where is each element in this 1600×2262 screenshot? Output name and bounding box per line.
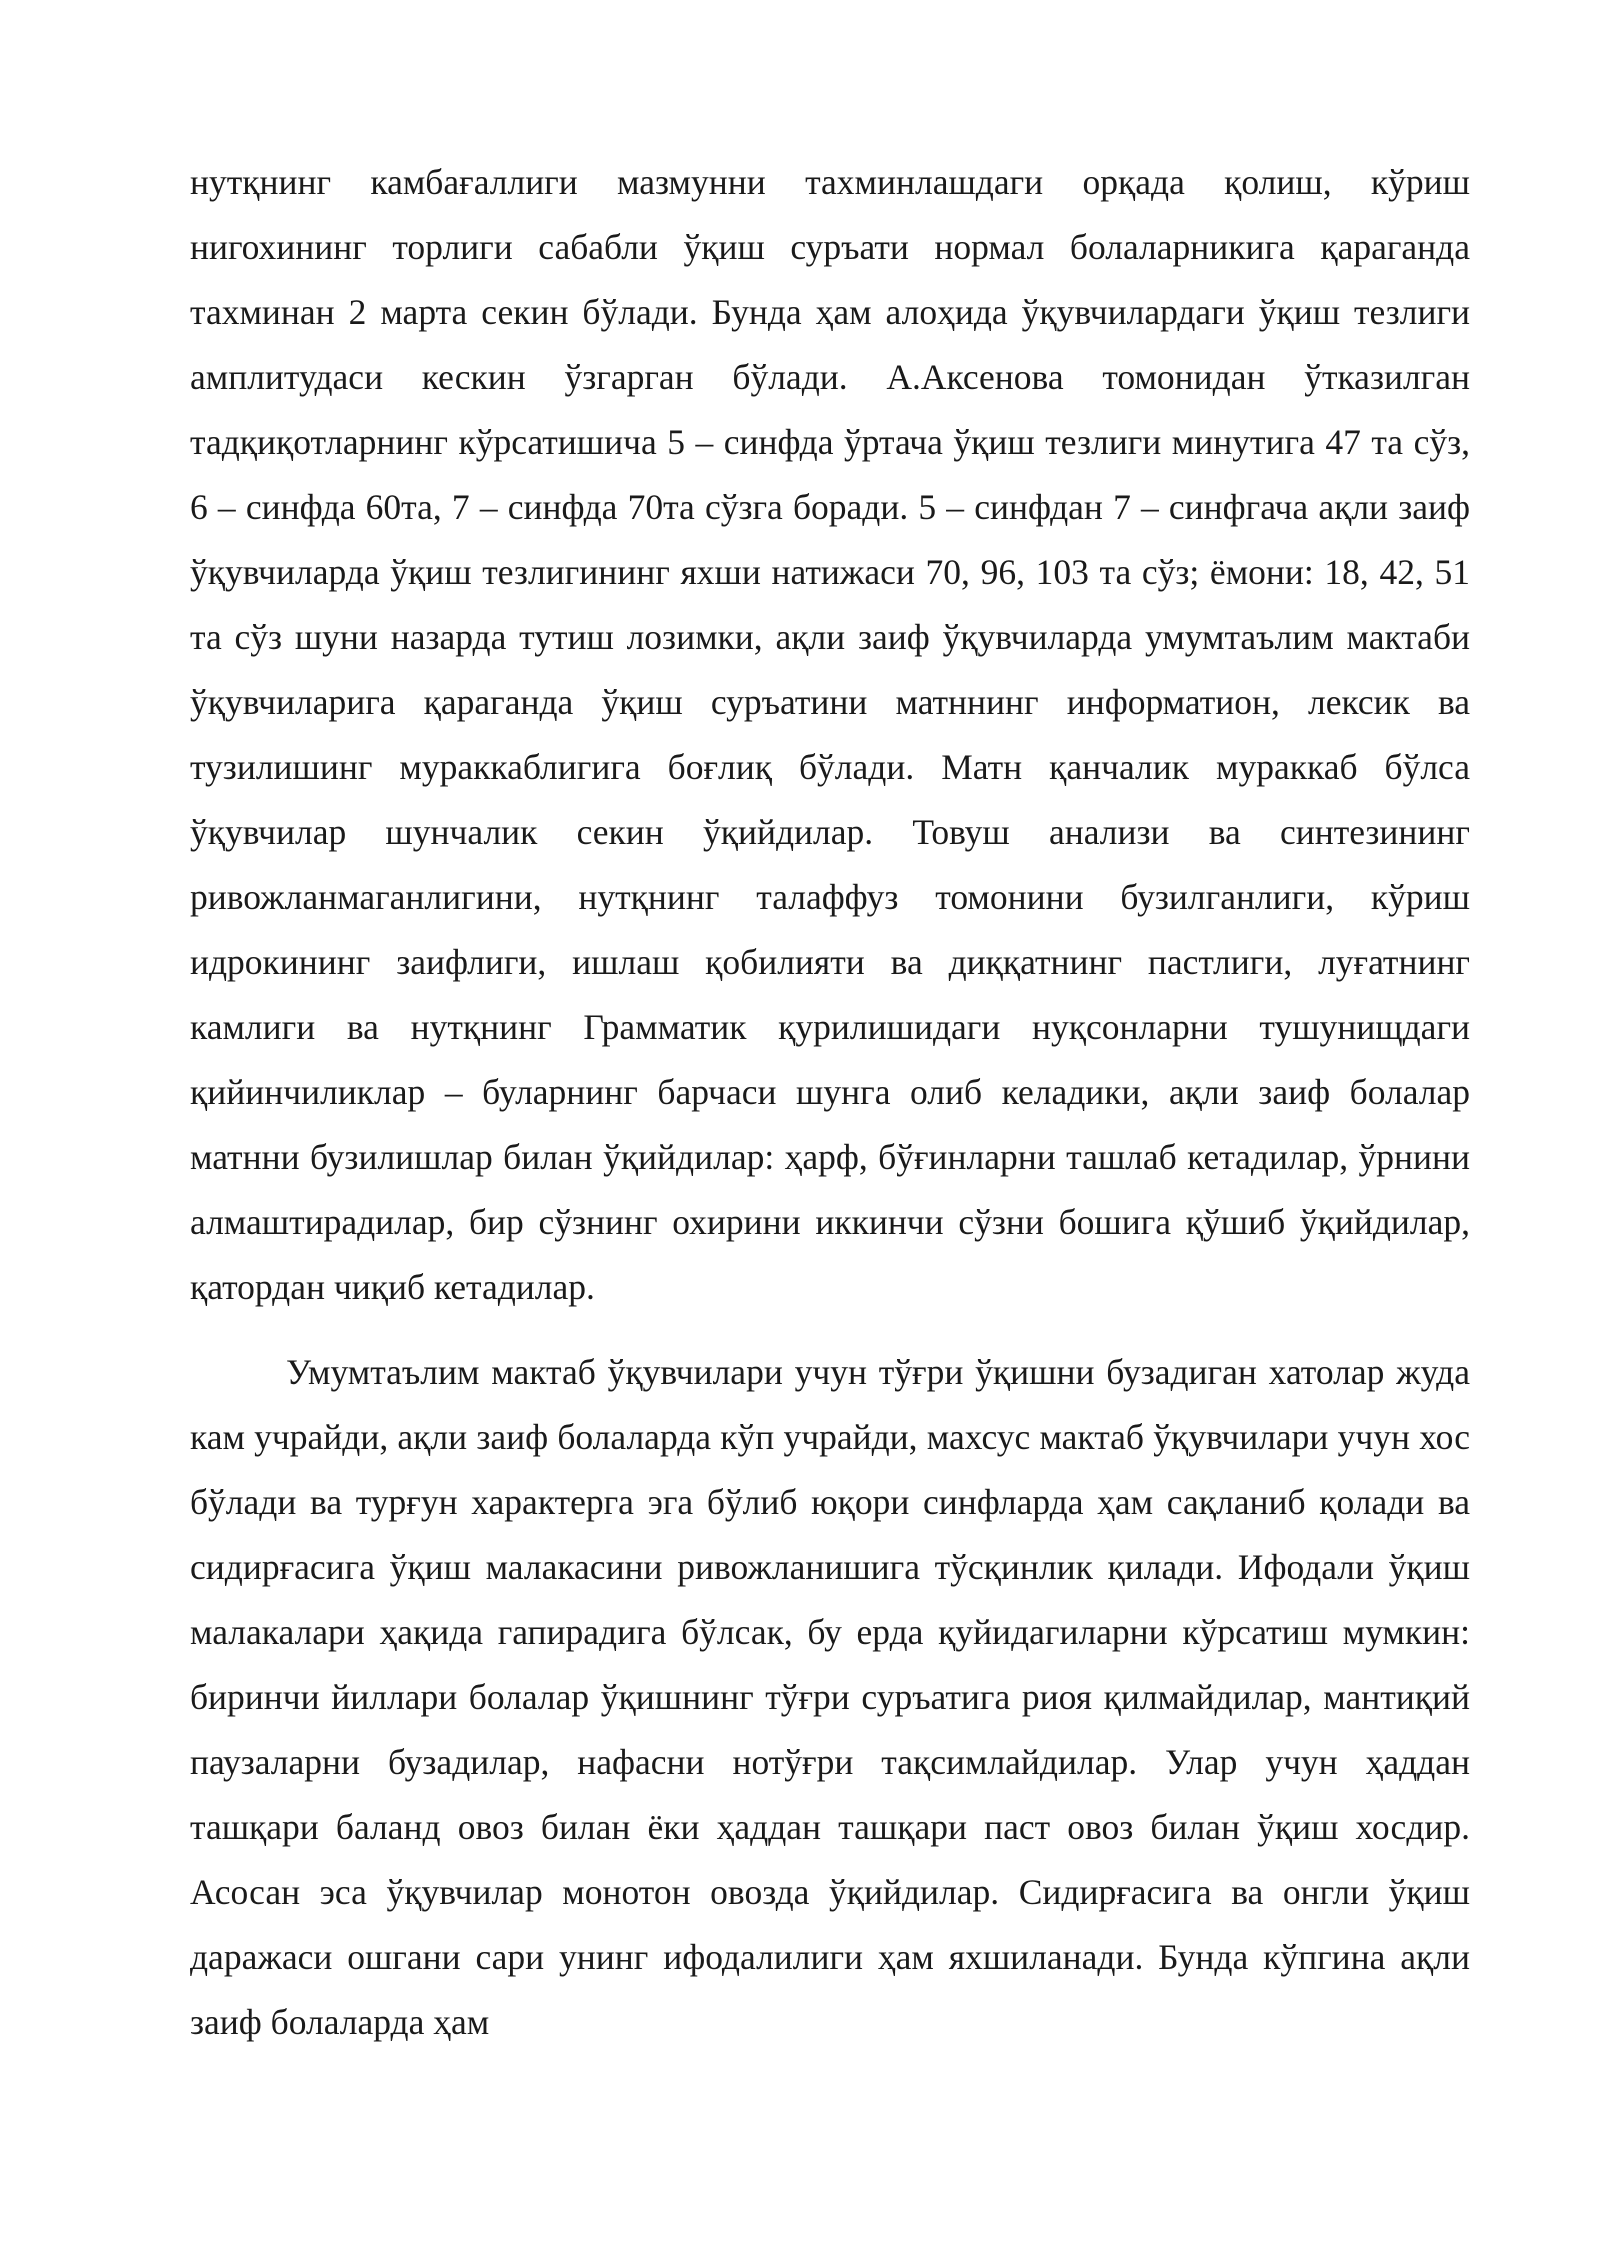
paragraph-1: нутқнинг камбағаллиги мазмунни тахминлашдаги орқада қолиш, кўриш нигохининг торлиги сабабли ўқиш суръати нормал болаларникига қараганда тахминан 2 марта секин бўлади. Бунда ҳам алоҳида ўқувчилардаги ўқиш тезлиги амплитудаси кескин ўзгарган бўлади. А.Аксенова томонидан ўтказилган тадқиқотларнинг кўрсатишича 5 – синфда ўртача ўқиш тезлиги минутига 47 та сўз, 6 – синфда 60та, 7 – синфда 70та сўзга боради. 5 – синфдан 7 – синфгача ақли заиф ўқувчиларда ўқиш тезлигининг яхши натижаси 70, 96, 103 та сўз; ёмони: 18, 42, 51 та сўз шуни назарда тутиш лозимки, ақли заиф ўқувчиларда умумтаълим мактаби ўқувчиларига қараганда ўқиш суръатини матннинг информатион, лексик ва тузилишинг мураккаблигига боғлиқ бўлади. Матн қанчалик мураккаб бўлса ўқувчилар шунчалик секин ўқийдилар. Товуш анализи ва синтезининг ривожланмаганлигини, нутқнинг талаффуз томонини бузилганлиги, кўриш идрокининг заифлиги, ишлаш қобилияти ва диққатнинг пастлиги, луғатнинг камлиги ва нутқнинг Грамматик қурилишидаги нуқсонларни тушунищдаги қийинчиликлар – буларнинг барчаси шунга олиб келадики, ақли заиф болалар матнни бузилишлар билан ўқийдилар: ҳарф, бўғинларни ташлаб кетадилар, ўрнини алмаштирадилар, бир сўзнинг охирини иккинчи сўзни бошига қўшиб ўқийдилар, қатордан чиқиб кетадилар. xyxy=(190,162,1470,1307)
body-text xyxy=(190,150,1470,2055)
paragraph-2: Умумтаълим мактаб ўқувчилари учун тўғри ўқишни бузадиган хатолар жуда кам учрайди, ақли заиф болаларда кўп учрайди, махсус мактаб ўқувчилари учун хос бўлади ва турғун характерга эга бўлиб юқори синфларда ҳам сақланиб қолади ва сидирғасига ўқиш малакасини ривожланишига тўсқинлик қилади. Ифодали ўқиш малакалари ҳақида гапирадига бўлсак, бу ерда қуйидагиларни кўрсатиш мумкин: биринчи йиллари болалар ўқишнинг тўғри суръатига риоя қилмайдилар, мантиқий паузаларни бузадилар, нафасни нотўғри тақсимлайдилар. Улар учун ҳаддан ташқари баланд овоз билан ёки ҳаддан ташқари паст овоз билан ўқиш хосдир. Асосан эса ўқувчилар монотон овозда ўқийдилар. Сидирғасига ва онгли ўқиш даражаси ошгани сари унинг ифодалилиги ҳам яхшиланади. Бунда кўпгина ақли заиф болаларда ҳам xyxy=(190,1352,1470,2042)
